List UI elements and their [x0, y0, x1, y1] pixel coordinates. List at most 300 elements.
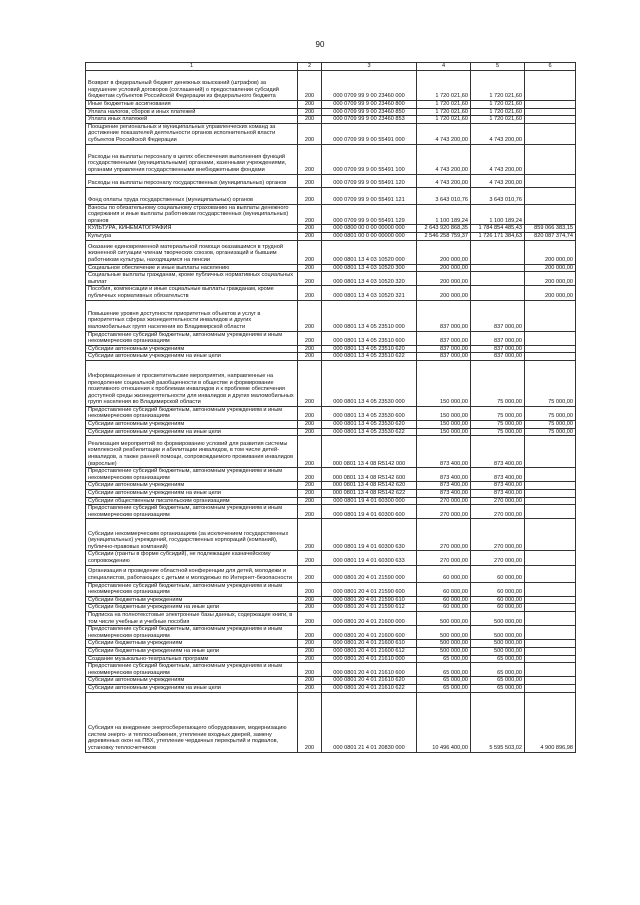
table-cell-value: 200 000,00	[525, 240, 576, 264]
table-cell-total: 4 743 200,00	[417, 123, 471, 144]
table-cell-kbk: 000 0709 99 9 00 55491 000	[322, 123, 417, 144]
table-row	[86, 101, 576, 109]
table-cell-kbk: 000 0800 00 0 00 00000 000	[322, 225, 417, 233]
table-cell-total: 837 000,00	[417, 331, 471, 345]
table-cell-value: 4 743 200,00	[471, 123, 525, 144]
table-cell-total: 2 643 920 868,35	[417, 225, 471, 233]
header-row	[86, 63, 576, 71]
table-cell-value	[471, 286, 525, 300]
table-cell-kbk: 000 0801 20 4 01 21590 610	[322, 596, 417, 604]
table-cell-name: Предоставление субсидий бюджетным, автономным учреждениям и иным некоммерческим организациям	[86, 505, 298, 519]
table-cell-value	[525, 300, 576, 331]
table-cell-value: 200 000,00	[525, 272, 576, 286]
table-cell-kbk: 000 0801 19 4 01 60300 630	[322, 519, 417, 551]
table-cell-kbk: 000 0801 13 4 08 R5142 620	[322, 482, 417, 490]
table-cell-total: 500 000,00	[417, 640, 471, 648]
table-cell-name: Субсидии автономным учреждениям на иные цели	[86, 490, 298, 498]
table-cell-value: 873 400,00	[471, 482, 525, 490]
table-cell-name: Социальное обеспечение и иные выплаты населению	[86, 264, 298, 272]
table-cell-value: 837 000,00	[471, 353, 525, 361]
table-cell-total: 150 000,00	[417, 421, 471, 429]
table-cell-code: 200	[298, 497, 322, 505]
table-cell-value: 5 595 503,02	[471, 692, 525, 752]
table-cell-name: Субсидии бюджетным учреждениям на иные цели	[86, 604, 298, 612]
table-cell-value: 200 000,00	[525, 286, 576, 300]
table-cell-value	[525, 71, 576, 101]
table-row	[86, 240, 576, 264]
table-cell-name: Субсидия на внедрение энергосберегающего оборудования, модернизацию систем энерго- и теплоснабжения, утепление входных дверей, замену деревянных окон на ПВХ, утепление чердачных перекрытий и подвалов, установку теплосчетчиков	[86, 692, 298, 752]
table-cell-code: 200	[298, 565, 322, 582]
table-cell-value: 873 400,00	[471, 490, 525, 498]
table-row	[86, 353, 576, 361]
table-cell-value	[525, 116, 576, 124]
table-cell-value	[525, 497, 576, 505]
table-cell-total: 837 000,00	[417, 345, 471, 353]
table-cell-value	[525, 565, 576, 582]
table-row	[86, 108, 576, 116]
table-row	[86, 144, 576, 174]
table-cell-name: Фонд оплаты труда государственных (муниципальных) органов	[86, 187, 298, 204]
table-cell-value: 837 000,00	[471, 345, 525, 353]
table-cell-name: Расходы на выплаты персоналу государственных (муниципальных) органов	[86, 174, 298, 187]
table-cell-value	[525, 684, 576, 692]
table-cell-value: 65 000,00	[471, 677, 525, 685]
table-cell-kbk: 000 0801 20 4 01 21610 000	[322, 655, 417, 663]
table-cell-value: 1 784 854 485,43	[471, 225, 525, 233]
table-row	[86, 582, 576, 596]
column-header: 6	[525, 63, 576, 71]
table-cell-value: 500 000,00	[471, 611, 525, 625]
table-cell-name: Пособия, компенсации и иные социальные выплаты гражданам, кроме публичных нормативных обязательств	[86, 286, 298, 300]
table-cell-value: 4 743 200,00	[471, 174, 525, 187]
column-header: 5	[471, 63, 525, 71]
table-cell-value: 4 743 200,00	[471, 144, 525, 174]
table-cell-name: Субсидии автономным учреждениям на иные цели	[86, 353, 298, 361]
table-cell-kbk: 000 0801 20 4 01 21590 600	[322, 582, 417, 596]
table-cell-value: 75 000,00	[471, 421, 525, 429]
table-cell-code: 200	[298, 187, 322, 204]
table-cell-value: 270 000,00	[471, 497, 525, 505]
table-cell-value: 75 000,00	[471, 360, 525, 406]
table-cell-kbk: 000 0801 13 4 05 23530 600	[322, 406, 417, 420]
table-cell-value: 1 720 021,60	[471, 101, 525, 109]
table-cell-value	[525, 108, 576, 116]
table-row	[86, 331, 576, 345]
table-cell-value: 1 720 021,60	[471, 116, 525, 124]
table-cell-kbk: 000 0801 13 4 05 23530 622	[322, 428, 417, 436]
table-cell-total: 150 000,00	[417, 428, 471, 436]
table-cell-kbk: 000 0801 20 4 01 21610 600	[322, 663, 417, 677]
table-cell-code: 200	[298, 505, 322, 519]
table-cell-value: 873 400,00	[471, 436, 525, 468]
table-cell-name: КУЛЬТУРА, КИНЕМАТОГРАФИЯ	[86, 225, 298, 233]
table-cell-kbk: 000 0801 20 4 01 21590 612	[322, 604, 417, 612]
table-cell-value	[471, 272, 525, 286]
table-cell-code: 200	[298, 436, 322, 468]
table-cell-value	[525, 663, 576, 677]
table-cell-kbk: 000 0709 99 9 00 55491 100	[322, 144, 417, 174]
table-cell-code: 200	[298, 360, 322, 406]
table-cell-total: 65 000,00	[417, 684, 471, 692]
table-row	[86, 640, 576, 648]
table-cell-name: Подписка на полнотекстовые электронные базы данных, содержащие книги, в том числе учебные и учебные пособия	[86, 611, 298, 625]
table-cell-value	[525, 144, 576, 174]
table-cell-value	[525, 626, 576, 640]
table-cell-total: 2 546 258 759,37	[417, 232, 471, 240]
table-cell-total: 200 000,00	[417, 264, 471, 272]
column-header: 1	[86, 63, 298, 71]
table-cell-code: 200	[298, 144, 322, 174]
table-cell-name: Уплата иных платежей	[86, 116, 298, 124]
table-cell-code: 200	[298, 582, 322, 596]
table-cell-value	[525, 611, 576, 625]
table-cell-total: 65 000,00	[417, 677, 471, 685]
table-cell-name: Возврат в федеральный бюджет денежных взысканий (штрафов) за нарушение условий договоров (соглашений) о предоставлении субсидий бюджетам субъектов Российской Федерации из федерального бюджета	[86, 71, 298, 101]
table-cell-value	[525, 677, 576, 685]
table-cell-kbk: 000 0709 99 9 00 55491 129	[322, 204, 417, 225]
table-cell-kbk: 000 0801 13 4 03 10520 321	[322, 286, 417, 300]
table-row	[86, 692, 576, 752]
table-cell-total: 500 000,00	[417, 647, 471, 655]
table-cell-name: Взносы по обязательному социальному страхованию на выплаты денежного содержания и иные выплаты работникам государственных (муниципальных) органов	[86, 204, 298, 225]
table-cell-code: 200	[298, 655, 322, 663]
table-cell-value	[525, 582, 576, 596]
table-cell-name: Оказание единовременной материальной помощи оказавшимся в трудной жизненной ситуации членам творческих союзов, организаций и бывшим работникам культуры, находящимся на пенсии	[86, 240, 298, 264]
table-cell-value: 65 000,00	[471, 684, 525, 692]
table-row	[86, 345, 576, 353]
table-cell-code: 200	[298, 204, 322, 225]
table-cell-value	[525, 436, 576, 468]
table-cell-name: Поощрение региональных и муниципальных управленческих команд за достижение показателей деятельности органов исполнительной власти субъектов Российской Федерации	[86, 123, 298, 144]
table-cell-value	[525, 187, 576, 204]
table-cell-value: 75 000,00	[471, 428, 525, 436]
table-cell-kbk: 000 0801 20 4 01 21610 622	[322, 684, 417, 692]
table-cell-value	[525, 204, 576, 225]
table-cell-code: 200	[298, 647, 322, 655]
table-cell-value	[525, 647, 576, 655]
table-cell-kbk: 000 0801 13 4 03 10520 000	[322, 240, 417, 264]
table-cell-name: Создание музыкально-театральных программ	[86, 655, 298, 663]
table-cell-total: 1 720 021,60	[417, 101, 471, 109]
table-cell-code: 200	[298, 468, 322, 482]
table-cell-code: 200	[298, 331, 322, 345]
table-row	[86, 436, 576, 468]
table-row	[86, 677, 576, 685]
table-cell-name: Социальные выплаты гражданам, кроме публичных нормативных социальных выплат	[86, 272, 298, 286]
table-cell-value	[525, 174, 576, 187]
table-cell-total: 270 000,00	[417, 505, 471, 519]
table-cell-name: Предоставление субсидий бюджетным, автономным учреждениям и иным некоммерческим организациям	[86, 468, 298, 482]
column-header: 4	[417, 63, 471, 71]
table-cell-name: Организация и проведение областной конференции для детей, молодежи и специалистов, работающих с детьми и молодежью по Интернет-безопасности	[86, 565, 298, 582]
table-row	[86, 71, 576, 101]
table-cell-value	[471, 240, 525, 264]
table-cell-kbk: 000 0709 99 9 00 23460 853	[322, 116, 417, 124]
column-header: 2	[298, 63, 322, 71]
table-cell-total: 837 000,00	[417, 300, 471, 331]
table-cell-code: 200	[298, 101, 322, 109]
table-cell-value	[525, 505, 576, 519]
table-cell-value	[525, 345, 576, 353]
table-cell-total: 270 000,00	[417, 497, 471, 505]
table-cell-code: 200	[298, 71, 322, 101]
table-row	[86, 482, 576, 490]
table-cell-value: 859 066 383,15	[525, 225, 576, 233]
table-cell-kbk: 000 0801 13 4 08 R5142 000	[322, 436, 417, 468]
table-cell-kbk: 000 0801 13 4 08 R5142 600	[322, 468, 417, 482]
table-cell-name: Предоставление субсидий бюджетным, автономным учреждениям и иным некоммерческим организациям	[86, 582, 298, 596]
table-row	[86, 647, 576, 655]
table-row	[86, 663, 576, 677]
table-cell-value: 4 900 896,98	[525, 692, 576, 752]
table-cell-name: Информационные и просветительские мероприятия, направленные на преодоление социальной разобщенности в обществе и формирование позитивного отношения к проблемам инвалидов и к проблеме обеспечения доступной среды жизнедеятельности для инвалидов и других маломобильных групп населения во Владимирской области	[86, 360, 298, 406]
table-cell-total: 65 000,00	[417, 655, 471, 663]
table-cell-total: 65 000,00	[417, 663, 471, 677]
table-cell-code: 200	[298, 490, 322, 498]
table-cell-value: 270 000,00	[471, 505, 525, 519]
table-row	[86, 655, 576, 663]
table-cell-name: Предоставление субсидий бюджетным, автономным учреждениям и иным некоммерческим организациям	[86, 406, 298, 420]
table-cell-kbk: 000 0801 20 4 01 21600 610	[322, 640, 417, 648]
table-row	[86, 490, 576, 498]
table-cell-total: 873 400,00	[417, 490, 471, 498]
table-row	[86, 565, 576, 582]
table-cell-value: 3 643 010,76	[471, 187, 525, 204]
table-cell-name: Субсидии автономным учреждениям	[86, 345, 298, 353]
table-cell-value: 200 000,00	[525, 264, 576, 272]
table-cell-value	[525, 101, 576, 109]
table-cell-value: 873 400,00	[471, 468, 525, 482]
table-cell-total: 10 496 400,00	[417, 692, 471, 752]
table-cell-value	[525, 331, 576, 345]
table-cell-code: 200	[298, 421, 322, 429]
table-cell-name: Повышение уровня доступности приоритетных объектов и услуг в приоритетных сферах жизнедеятельности инвалидов и других маломобильных групп населения во Владимирской области	[86, 300, 298, 331]
table-row	[86, 468, 576, 482]
table-cell-code: 200	[298, 611, 322, 625]
table-cell-value: 75 000,00	[525, 360, 576, 406]
table-cell-code: 200	[298, 428, 322, 436]
table-cell-name: Субсидии автономным учреждениям	[86, 482, 298, 490]
table-cell-value: 500 000,00	[471, 626, 525, 640]
table-cell-code: 200	[298, 123, 322, 144]
table-cell-code: 200	[298, 596, 322, 604]
table-cell-value: 1 100 189,24	[471, 204, 525, 225]
table-cell-name: Реализация мероприятий по формированию условий для развития системы комплексной реабилитации и абилитации инвалидов, в том числе детей-инвалидов, а также ранней помощи, сопровождаемого проживания инвалидов (взрослые)	[86, 436, 298, 468]
table-cell-name: Субсидии (гранты в форме субсидий), не подлежащие казначейскому сопровождению	[86, 551, 298, 565]
table-cell-total: 200 000,00	[417, 272, 471, 286]
table-cell-value	[525, 596, 576, 604]
table-cell-value	[525, 482, 576, 490]
table-cell-name: Культура	[86, 232, 298, 240]
table-cell-value	[525, 640, 576, 648]
table-cell-kbk: 000 0801 13 4 05 23530 620	[322, 421, 417, 429]
table-cell-code: 200	[298, 406, 322, 420]
page-number: 90	[315, 40, 325, 49]
table-row	[86, 300, 576, 331]
table-row	[86, 286, 576, 300]
table-row	[86, 505, 576, 519]
table-cell-code: 200	[298, 482, 322, 490]
table-cell-name: Субсидии бюджетным учреждениям	[86, 640, 298, 648]
table-cell-kbk: 000 0801 19 4 01 60300 600	[322, 505, 417, 519]
table-cell-code: 200	[298, 225, 322, 233]
table-cell-total: 873 400,00	[417, 436, 471, 468]
table-cell-value: 500 000,00	[471, 647, 525, 655]
table-cell-total: 1 720 021,60	[417, 116, 471, 124]
table-cell-code: 200	[298, 663, 322, 677]
table-cell-total: 150 000,00	[417, 360, 471, 406]
table-cell-name: Субсидии бюджетным учреждениям	[86, 596, 298, 604]
table-cell-value: 500 000,00	[471, 640, 525, 648]
table-cell-kbk: 000 0801 20 4 01 21600 600	[322, 626, 417, 640]
table-row	[86, 596, 576, 604]
table-row	[86, 116, 576, 124]
table-cell-kbk: 000 0801 20 4 01 21610 620	[322, 677, 417, 685]
table-cell-value: 1 726 171 384,63	[471, 232, 525, 240]
table-cell-code: 200	[298, 551, 322, 565]
table-cell-name: Субсидии некоммерческим организациям (за исключением государственных (муниципальных) учреждений, государственных корпораций (компаний), публично-правовых компаний)	[86, 519, 298, 551]
table-cell-kbk: 000 0801 19 4 01 60300 633	[322, 551, 417, 565]
table-row	[86, 428, 576, 436]
table-cell-name: Субсидии общественным писательским организациям	[86, 497, 298, 505]
table-cell-kbk: 000 0801 13 4 05 23510 620	[322, 345, 417, 353]
table-cell-code: 200	[298, 345, 322, 353]
table-cell-kbk: 000 0801 13 4 05 23530 000	[322, 360, 417, 406]
table-cell-name: Иные бюджетные ассигнования	[86, 101, 298, 109]
table-cell-total: 60 000,00	[417, 604, 471, 612]
table-cell-code: 200	[298, 232, 322, 240]
table-cell-total: 60 000,00	[417, 596, 471, 604]
table-cell-total: 4 743 200,00	[417, 174, 471, 187]
table-cell-total: 270 000,00	[417, 551, 471, 565]
table-cell-total: 4 743 200,00	[417, 144, 471, 174]
table-row	[86, 360, 576, 406]
table-cell-kbk: 000 0801 13 4 05 23510 600	[322, 331, 417, 345]
table-row	[86, 626, 576, 640]
table-cell-total: 200 000,00	[417, 240, 471, 264]
table-cell-kbk: 000 0709 99 9 00 55491 120	[322, 174, 417, 187]
table-cell-name: Субсидии автономным учреждениям на иные цели	[86, 684, 298, 692]
table-cell-value	[525, 519, 576, 551]
table-cell-value	[525, 123, 576, 144]
table-cell-total: 3 643 010,76	[417, 187, 471, 204]
table-cell-code: 200	[298, 174, 322, 187]
table-cell-code: 200	[298, 677, 322, 685]
table-row	[86, 406, 576, 420]
table-cell-kbk: 000 0801 13 4 03 10520 300	[322, 264, 417, 272]
table-cell-total: 60 000,00	[417, 582, 471, 596]
budget-table	[85, 62, 576, 753]
table-cell-value	[525, 353, 576, 361]
table-cell-value: 60 000,00	[471, 582, 525, 596]
table-cell-kbk: 000 0801 20 4 01 21590 000	[322, 565, 417, 582]
table-cell-name: Субсидии автономным учреждениям	[86, 421, 298, 429]
table-cell-name: Уплата налогов, сборов и иных платежей	[86, 108, 298, 116]
table-cell-value: 60 000,00	[471, 565, 525, 582]
table-cell-kbk: 000 0801 20 4 01 21600 000	[322, 611, 417, 625]
table-cell-kbk: 000 0801 00 0 00 00000 000	[322, 232, 417, 240]
table-cell-kbk: 000 0801 13 4 05 23510 622	[322, 353, 417, 361]
table-cell-value: 60 000,00	[471, 596, 525, 604]
table-cell-code: 200	[298, 626, 322, 640]
table-cell-total: 1 100 189,24	[417, 204, 471, 225]
table-cell-value: 75 000,00	[525, 406, 576, 420]
table-cell-total: 270 000,00	[417, 519, 471, 551]
table-cell-value: 820 087 374,74	[525, 232, 576, 240]
table-cell-code: 200	[298, 272, 322, 286]
table-cell-kbk: 000 0801 13 4 03 10520 320	[322, 272, 417, 286]
table-cell-total: 500 000,00	[417, 626, 471, 640]
table-cell-value	[525, 468, 576, 482]
table-row	[86, 187, 576, 204]
table-cell-name: Предоставление субсидий бюджетным, автономным учреждениям и иным некоммерческим организациям	[86, 663, 298, 677]
table-cell-value: 75 000,00	[525, 428, 576, 436]
table-cell-total: 873 400,00	[417, 468, 471, 482]
table-cell-value: 75 000,00	[525, 421, 576, 429]
table-cell-code: 200	[298, 353, 322, 361]
table-cell-kbk: 000 0801 19 4 01 60300 000	[322, 497, 417, 505]
table-cell-value	[525, 604, 576, 612]
table-cell-code: 200	[298, 108, 322, 116]
table-cell-total: 200 000,00	[417, 286, 471, 300]
table-cell-total: 837 000,00	[417, 353, 471, 361]
table-cell-name: Субсидии бюджетным учреждениям на иные цели	[86, 647, 298, 655]
table-cell-value: 65 000,00	[471, 663, 525, 677]
table-row	[86, 519, 576, 551]
table-cell-value: 270 000,00	[471, 519, 525, 551]
table-cell-value	[525, 490, 576, 498]
table-cell-total: 500 000,00	[417, 611, 471, 625]
table-cell-kbk: 000 0801 20 4 01 21600 612	[322, 647, 417, 655]
table-cell-value: 60 000,00	[471, 604, 525, 612]
table-cell-value: 270 000,00	[471, 551, 525, 565]
table-cell-code: 200	[298, 684, 322, 692]
table-row	[86, 204, 576, 225]
table-cell-kbk: 000 0709 99 9 00 23460 850	[322, 108, 417, 116]
table-cell-kbk: 000 0801 13 4 05 23510 000	[322, 300, 417, 331]
table-cell-name: Предоставление субсидий бюджетным, автономным учреждениям и иным некоммерческим организациям	[86, 331, 298, 345]
table-cell-total: 1 720 021,60	[417, 108, 471, 116]
table-cell-code: 200	[298, 116, 322, 124]
table-cell-code: 200	[298, 264, 322, 272]
table-cell-name: Расходы на выплаты персоналу в целях обеспечения выполнения функций государственными (муниципальными) органами, казенными учреждениями, органами управления государственными внебюджетными фондами	[86, 144, 298, 174]
table-cell-kbk: 000 0709 99 9 00 23460 800	[322, 101, 417, 109]
table-cell-value: 1 720 021,60	[471, 108, 525, 116]
column-header: 3	[322, 63, 417, 71]
table-cell-code: 200	[298, 519, 322, 551]
table-cell-value	[525, 655, 576, 663]
table-row	[86, 611, 576, 625]
table-cell-code: 200	[298, 640, 322, 648]
table-row	[86, 497, 576, 505]
table-cell-code: 200	[298, 286, 322, 300]
table-cell-name: Субсидии автономным учреждениям на иные цели	[86, 428, 298, 436]
table-cell-total: 873 400,00	[417, 482, 471, 490]
table-cell-code: 200	[298, 240, 322, 264]
table-row	[86, 684, 576, 692]
table-cell-kbk: 000 0709 99 9 00 55491 121	[322, 187, 417, 204]
table-row	[86, 123, 576, 144]
table-cell-value	[525, 551, 576, 565]
table-cell-total: 60 000,00	[417, 565, 471, 582]
table-row	[86, 421, 576, 429]
table-cell-value: 65 000,00	[471, 655, 525, 663]
table-cell-total: 150 000,00	[417, 406, 471, 420]
table-row	[86, 232, 576, 240]
table-row	[86, 225, 576, 233]
table-cell-kbk: 000 0709 99 9 00 23460 000	[322, 71, 417, 101]
table-cell-total: 1 720 021,60	[417, 71, 471, 101]
